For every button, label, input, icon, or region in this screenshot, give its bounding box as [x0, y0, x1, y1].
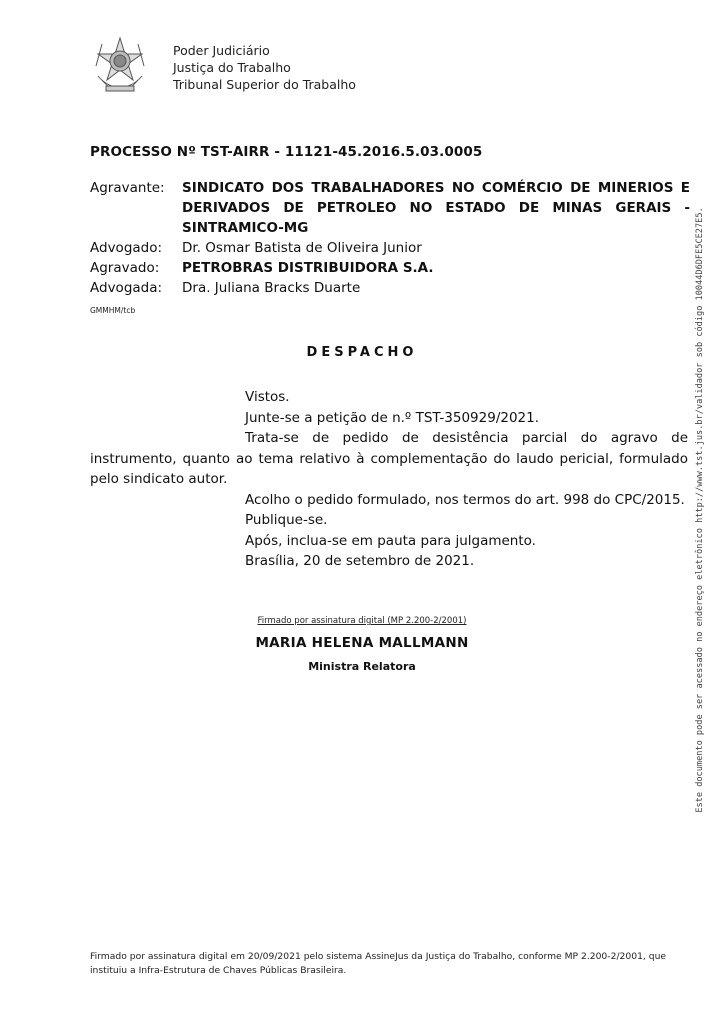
- paragraph-publique-se: Publique-se.: [245, 512, 328, 528]
- agravante-line-1: SINDICATO DOS TRABALHADORES NO COMÉRCIO DE MINERIOS E: [182, 180, 690, 196]
- party-agravado: [90, 258, 690, 278]
- agravado-label: Agravado:: [90, 260, 160, 276]
- paragraph-vistos: Vistos.: [245, 389, 290, 405]
- advogado-label: Advogado:: [90, 240, 163, 256]
- document-title: DESPACHO: [306, 345, 418, 360]
- brasao-republica-icon: [92, 36, 148, 96]
- signatory-role: Ministra Relatora: [308, 660, 416, 673]
- party-advogada: [90, 278, 690, 298]
- signatory-name: MARIA HELENA MALLMANN: [255, 635, 469, 651]
- paragraph-data-local: Brasília, 20 de setembro de 2021.: [245, 553, 475, 569]
- advogada-label: Advogada:: [90, 280, 163, 296]
- agravante-line-3: SINTRAMICO-MG: [182, 220, 309, 236]
- parties-block: [90, 178, 690, 298]
- process-number: PROCESSO Nº TST-AIRR - 11121-45.2016.5.03.0005: [90, 144, 483, 160]
- paragraph-trata-se: Trata-se de pedido de desistência parcial do agravo de instrumento, quanto ao tema relativo à complementação do laudo pericial, formulado pelo sindicato autor.: [90, 430, 688, 487]
- footer-note: [90, 950, 670, 978]
- header-line-3: Tribunal Superior do Trabalho: [173, 77, 356, 92]
- header-line-2: Justiça do Trabalho: [173, 60, 291, 75]
- party-agravante: [90, 178, 690, 238]
- paragraph-junte-se: Junte-se a petição de n.º TST-350929/2021.: [245, 409, 540, 426]
- footer-line-2: instituiu a Infra-Estrutura de Chaves Públicas Brasileira.: [90, 965, 347, 976]
- agravante-label: Agravante:: [90, 180, 165, 196]
- agravado-value: PETROBRAS DISTRIBUIDORA S.A.: [182, 260, 434, 276]
- dispatch-body: [90, 387, 688, 572]
- signature-note: [0, 616, 724, 626]
- author-initials: GMMHM/tcb: [90, 306, 136, 315]
- header-line-1: Poder Judiciário: [173, 43, 270, 58]
- agravante-value: [182, 178, 690, 238]
- signature-note-text: Firmado por assinatura digital (MP 2.200-2/2001): [257, 616, 467, 626]
- paragraph-apos: Após, inclua-se em pauta para julgamento.: [245, 532, 536, 549]
- party-advogado: [90, 238, 690, 258]
- advogada-value: Dra. Juliana Bracks Duarte: [182, 280, 361, 296]
- validation-side-text: Este documento pode ser acessado no endereço eletrônico http://www.tst.jus.br/validador sob código 10044D6DFE5CE27E5.: [695, 207, 705, 813]
- institution-header: [173, 42, 356, 93]
- paragraph-acolho: Acolho o pedido formulado, nos termos do art. 998 do CPC/2015.: [245, 491, 685, 508]
- agravante-line-2: DERIVADOS DE PETROLEO NO ESTADO DE MINAS GERAIS -: [182, 200, 690, 216]
- footer-line-1: Firmado por assinatura digital em 20/09/2021 pelo sistema AssineJus da Justiça do Trabalho, conforme MP 2.200-2/2001, que: [90, 951, 667, 962]
- advogado-value: Dr. Osmar Batista de Oliveira Junior: [182, 240, 422, 256]
